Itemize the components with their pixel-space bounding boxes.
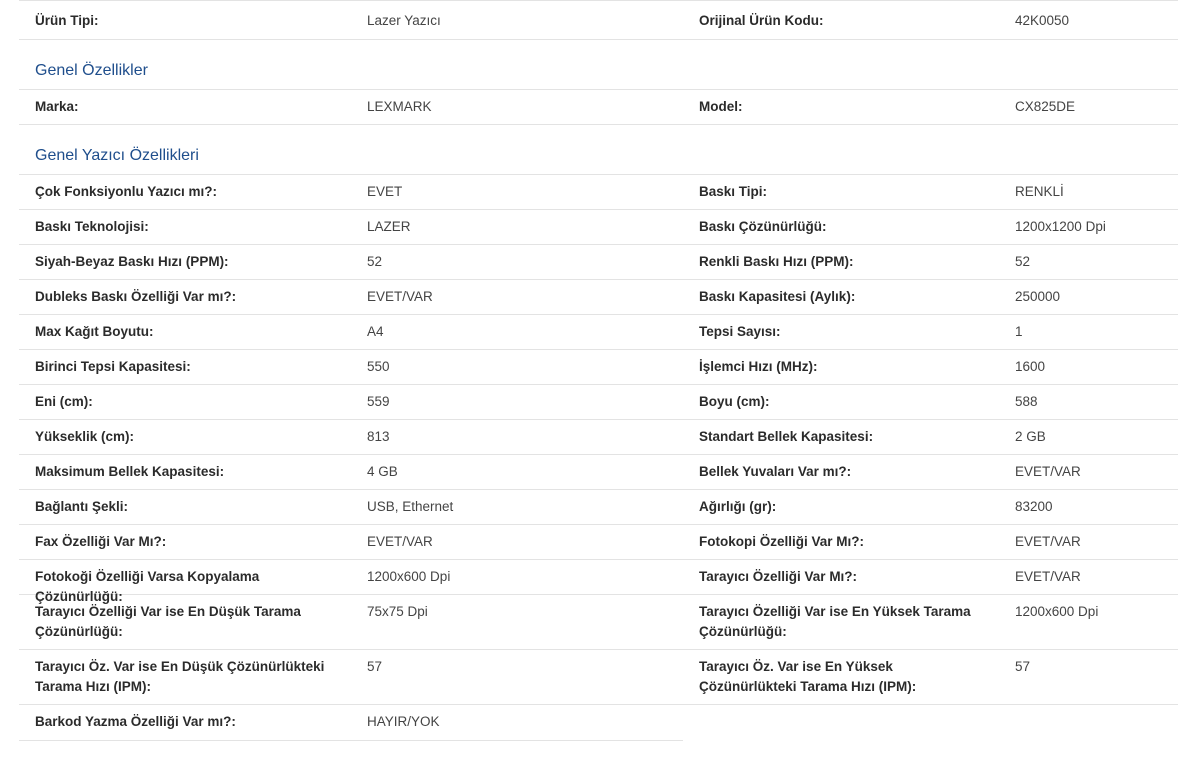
spec-value: 83200 <box>1015 499 1053 514</box>
spec-label: Baskı Teknolojisi: <box>35 219 149 234</box>
spec-cell-right <box>683 455 1178 489</box>
spec-label: İşlemci Hızı (MHz): <box>699 359 818 374</box>
spec-value: HAYIR/YOK <box>367 714 440 729</box>
spec-cell-right <box>683 350 1178 384</box>
spec-cell-right <box>683 245 1178 279</box>
spec-value: RENKLİ <box>1015 184 1064 199</box>
spec-row <box>19 705 683 741</box>
spec-label: Maksimum Bellek Kapasitesi: <box>35 464 225 479</box>
spec-cell-left <box>19 490 683 524</box>
spec-cell-right <box>683 560 1178 594</box>
spec-value: 813 <box>367 429 390 444</box>
spec-label: Tarayıcı Özelliği Var ise En Yüksek Tarama Çözünürlüğü: <box>699 604 971 639</box>
spec-label: Standart Bellek Kapasitesi: <box>699 429 874 444</box>
spec-label: Marka: <box>35 99 79 114</box>
spec-label: Tarayıcı Özelliği Var ise En Düşük Tarama Çözünürlüğü: <box>35 604 301 639</box>
spec-cell-right <box>683 525 1178 559</box>
spec-cell-left <box>19 1 683 39</box>
spec-label: Max Kağıt Boyutu: <box>35 324 154 339</box>
spec-row <box>19 385 1178 420</box>
spec-cell-left <box>19 455 683 489</box>
spec-cell-left <box>19 210 683 244</box>
spec-label: Çok Fonksiyonlu Yazıcı mı?: <box>35 184 218 199</box>
spec-label: Fax Özelliği Var Mı?: <box>35 534 167 549</box>
spec-cell-left <box>19 385 683 419</box>
spec-value: 52 <box>1015 254 1031 269</box>
spec-value: 2 GB <box>1015 429 1046 444</box>
spec-row <box>19 0 1178 40</box>
section-heading-printer: Genel Yazıcı Özellikleri <box>19 125 1178 175</box>
spec-value: 550 <box>367 359 390 374</box>
spec-row <box>19 455 1178 490</box>
spec-label: Siyah-Beyaz Baskı Hızı (PPM): <box>35 254 229 269</box>
spec-cell-left <box>19 280 683 314</box>
spec-value: 1200x1200 Dpi <box>1015 219 1106 234</box>
spec-label: Tepsi Sayısı: <box>699 324 781 339</box>
spec-row <box>19 315 1178 350</box>
spec-cell-right <box>683 90 1178 124</box>
spec-cell-left <box>19 420 683 454</box>
spec-value: EVET <box>367 184 403 199</box>
spec-cell-left <box>19 705 683 740</box>
spec-cell-right <box>683 210 1178 244</box>
spec-row <box>19 210 1178 245</box>
spec-label: Yükseklik (cm): <box>35 429 135 444</box>
spec-value: 57 <box>1015 659 1031 674</box>
spec-value: 4 GB <box>367 464 398 479</box>
spec-value: CX825DE <box>1015 99 1076 114</box>
spec-cell-left <box>19 650 683 704</box>
spec-row <box>19 490 1178 525</box>
spec-value: 75x75 Dpi <box>367 604 428 619</box>
spec-cell-right <box>683 420 1178 454</box>
section-heading-general: Genel Özellikler <box>19 40 1178 90</box>
spec-value: 250000 <box>1015 289 1061 304</box>
spec-label: Renkli Baskı Hızı (PPM): <box>699 254 854 269</box>
spec-label: Ağırlığı (gr): <box>699 499 777 514</box>
spec-cell-left <box>19 315 683 349</box>
spec-label: Bellek Yuvaları Var mı?: <box>699 464 852 479</box>
spec-row <box>19 595 1178 650</box>
spec-value: 1600 <box>1015 359 1046 374</box>
spec-label: Fotokopi Özelliği Var Mı?: <box>699 534 865 549</box>
spec-row <box>19 420 1178 455</box>
spec-value: 42K0050 <box>1015 13 1070 28</box>
spec-label: Dubleks Baskı Özelliği Var mı?: <box>35 289 237 304</box>
spec-row <box>19 650 1178 705</box>
spec-cell-right <box>683 315 1178 349</box>
spec-label: Fotokoği Özelliği Varsa Kopyalama Çözünürlüğü: <box>35 569 260 604</box>
spec-label: Boyu (cm): <box>699 394 770 409</box>
spec-cell-left <box>19 90 683 124</box>
spec-cell-left <box>19 245 683 279</box>
spec-label: Ürün Tipi: <box>35 13 99 28</box>
spec-label: Barkod Yazma Özelliği Var mı?: <box>35 714 236 729</box>
spec-cell-left <box>19 350 683 384</box>
spec-row <box>19 560 1178 604</box>
spec-label: Tarayıcı Öz. Var ise En Düşük Çözünürlükteki Tarama Hızı (IPM): <box>35 659 325 694</box>
spec-value: 588 <box>1015 394 1038 409</box>
spec-value: A4 <box>367 324 384 339</box>
spec-label: Model: <box>699 99 743 114</box>
spec-row <box>19 90 1178 125</box>
spec-value: 1 <box>1015 324 1023 339</box>
spec-label: Baskı Tipi: <box>699 184 768 199</box>
spec-cell-right <box>683 385 1178 419</box>
spec-cell-right <box>683 490 1178 524</box>
spec-value: USB, Ethernet <box>367 499 454 514</box>
spec-cell-right <box>683 1 1178 39</box>
spec-table <box>19 0 1178 741</box>
spec-label: Baskı Kapasitesi (Aylık): <box>699 289 856 304</box>
spec-value: 1200x600 Dpi <box>1015 604 1099 619</box>
spec-value: EVET/VAR <box>367 289 433 304</box>
spec-row <box>19 280 1178 315</box>
spec-cell-right <box>683 280 1178 314</box>
spec-cell-left <box>19 560 683 604</box>
spec-value: EVET/VAR <box>1015 534 1081 549</box>
spec-row <box>19 350 1178 385</box>
spec-value: 559 <box>367 394 390 409</box>
spec-value: 52 <box>367 254 383 269</box>
spec-cell-right <box>683 175 1178 209</box>
spec-value: EVET/VAR <box>1015 569 1081 584</box>
spec-cell-left <box>19 525 683 559</box>
spec-label: Orijinal Ürün Kodu: <box>699 13 824 28</box>
spec-value: EVET/VAR <box>1015 464 1081 479</box>
spec-label: Bağlantı Şekli: <box>35 499 129 514</box>
spec-cell-left <box>19 175 683 209</box>
spec-row <box>19 525 1178 560</box>
spec-row <box>19 175 1178 210</box>
spec-value: 57 <box>367 659 383 674</box>
spec-value: EVET/VAR <box>367 534 433 549</box>
spec-value: Lazer Yazıcı <box>367 13 441 28</box>
spec-value: 1200x600 Dpi <box>367 569 451 584</box>
spec-value: LEXMARK <box>367 99 432 114</box>
spec-label: Tarayıcı Öz. Var ise En Yüksek Çözünürlükteki Tarama Hızı (IPM): <box>699 659 917 694</box>
spec-value: LAZER <box>367 219 411 234</box>
spec-label: Eni (cm): <box>35 394 93 409</box>
spec-cell-right <box>683 595 1178 649</box>
spec-cell-left <box>19 595 683 649</box>
spec-row <box>19 245 1178 280</box>
spec-cell-right <box>683 650 1178 704</box>
spec-label: Baskı Çözünürlüğü: <box>699 219 827 234</box>
spec-label: Tarayıcı Özelliği Var Mı?: <box>699 569 858 584</box>
spec-label: Birinci Tepsi Kapasitesi: <box>35 359 191 374</box>
